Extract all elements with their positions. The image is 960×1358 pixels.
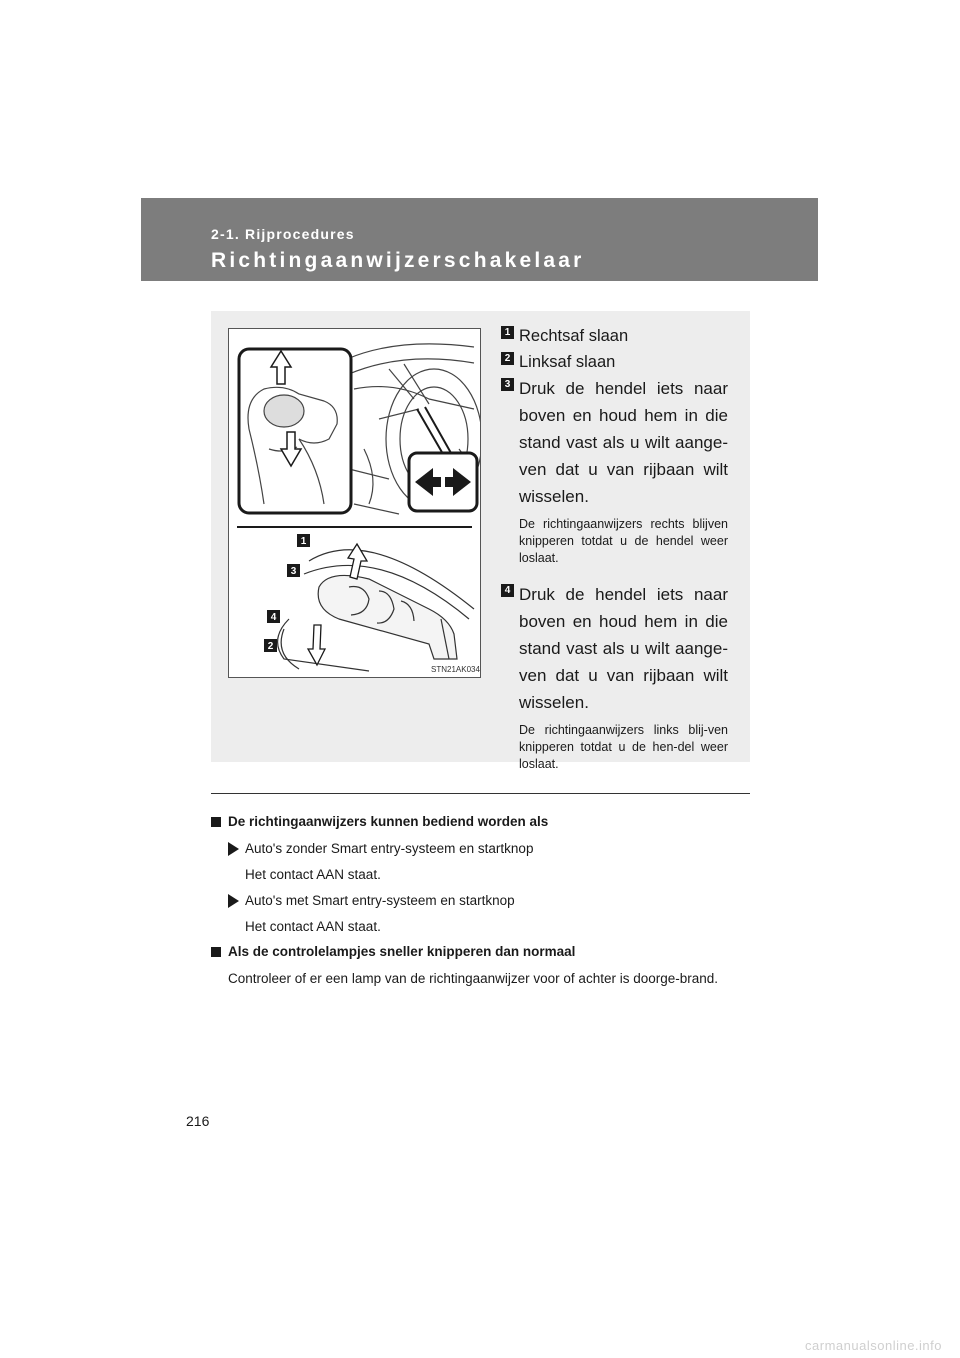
triangle-bullet-icon xyxy=(228,894,239,908)
square-bullet-icon xyxy=(211,817,221,827)
lever-diagram xyxy=(229,329,480,677)
bullet-item xyxy=(211,839,750,858)
callout-2: 2 xyxy=(267,641,274,652)
bullet-text: Auto's zonder Smart entry-systeem en startknop xyxy=(245,841,534,856)
step-text: Druk de hendel iets naar boven en houd hem in die stand vast als u wilt aange-ven dat u van rijbaan wilt wisselen. xyxy=(519,585,728,712)
step-note: De richtingaanwijzers links blij-ven knipperen totdat u de hen-del weer loslaat. xyxy=(519,723,728,771)
note-heading-text: De richtingaanwijzers kunnen bediend worden als xyxy=(228,814,549,829)
step-2 xyxy=(501,349,728,375)
page-number: 216 xyxy=(186,1113,210,1129)
section-label: 2-1. Rijprocedures xyxy=(211,226,355,242)
step-note: De richtingaanwijzers rechts blijven knipperen totdat u de hendel weer loslaat. xyxy=(519,517,728,565)
step-text: Druk de hendel iets naar boven en houd hem in die stand vast als u wilt aange-ven dat u van rijbaan wilt wisselen. xyxy=(519,379,728,506)
step-text: Rechtsaf slaan xyxy=(519,327,629,345)
section-divider xyxy=(211,793,750,794)
bullet-item xyxy=(211,891,750,910)
callout-1: 1 xyxy=(300,536,307,547)
note-heading-text: Als de controlelampjes sneller knipperen dan normaal xyxy=(228,944,576,959)
triangle-bullet-icon xyxy=(228,842,239,856)
step-list xyxy=(501,323,728,773)
notes-section xyxy=(211,812,750,988)
step-1 xyxy=(501,323,728,349)
watermark xyxy=(0,1338,960,1358)
step-number-badge: 2 xyxy=(501,352,514,365)
step-number-badge: 1 xyxy=(501,326,514,339)
step-number-badge: 4 xyxy=(501,584,514,597)
bullet-text: Auto's met Smart entry-systeem en startknop xyxy=(245,893,515,908)
step-4 xyxy=(501,581,728,773)
zoom-frame xyxy=(239,349,351,513)
illustration-panel xyxy=(211,311,750,771)
lever-illustration xyxy=(228,328,481,678)
note-heading-operation xyxy=(211,812,750,832)
note-body: Controleer of er een lamp van de richtingaanwijzer voor of achter is doorge-brand. xyxy=(228,971,719,986)
figure-callouts xyxy=(264,534,310,652)
callout-3: 3 xyxy=(290,566,297,577)
note-heading-flashing xyxy=(211,942,750,962)
bullet-subtext: Het contact AAN staat. xyxy=(245,919,381,934)
pointer-lines xyxy=(417,407,451,454)
square-bullet-icon xyxy=(211,947,221,957)
callout-4: 4 xyxy=(270,612,277,623)
step-number-badge: 3 xyxy=(501,378,514,391)
step-text: Linksaf slaan xyxy=(519,353,616,371)
header-band xyxy=(141,198,818,281)
figure-code: STN21AK034 xyxy=(431,665,480,674)
step-3 xyxy=(501,375,728,567)
page-title: Richtingaanwijzerschakelaar xyxy=(211,249,585,272)
lever-sketch xyxy=(278,550,474,671)
watermark-text: carmanualsonline.info xyxy=(805,1338,942,1353)
bullet-subtext: Het contact AAN staat. xyxy=(245,867,381,882)
